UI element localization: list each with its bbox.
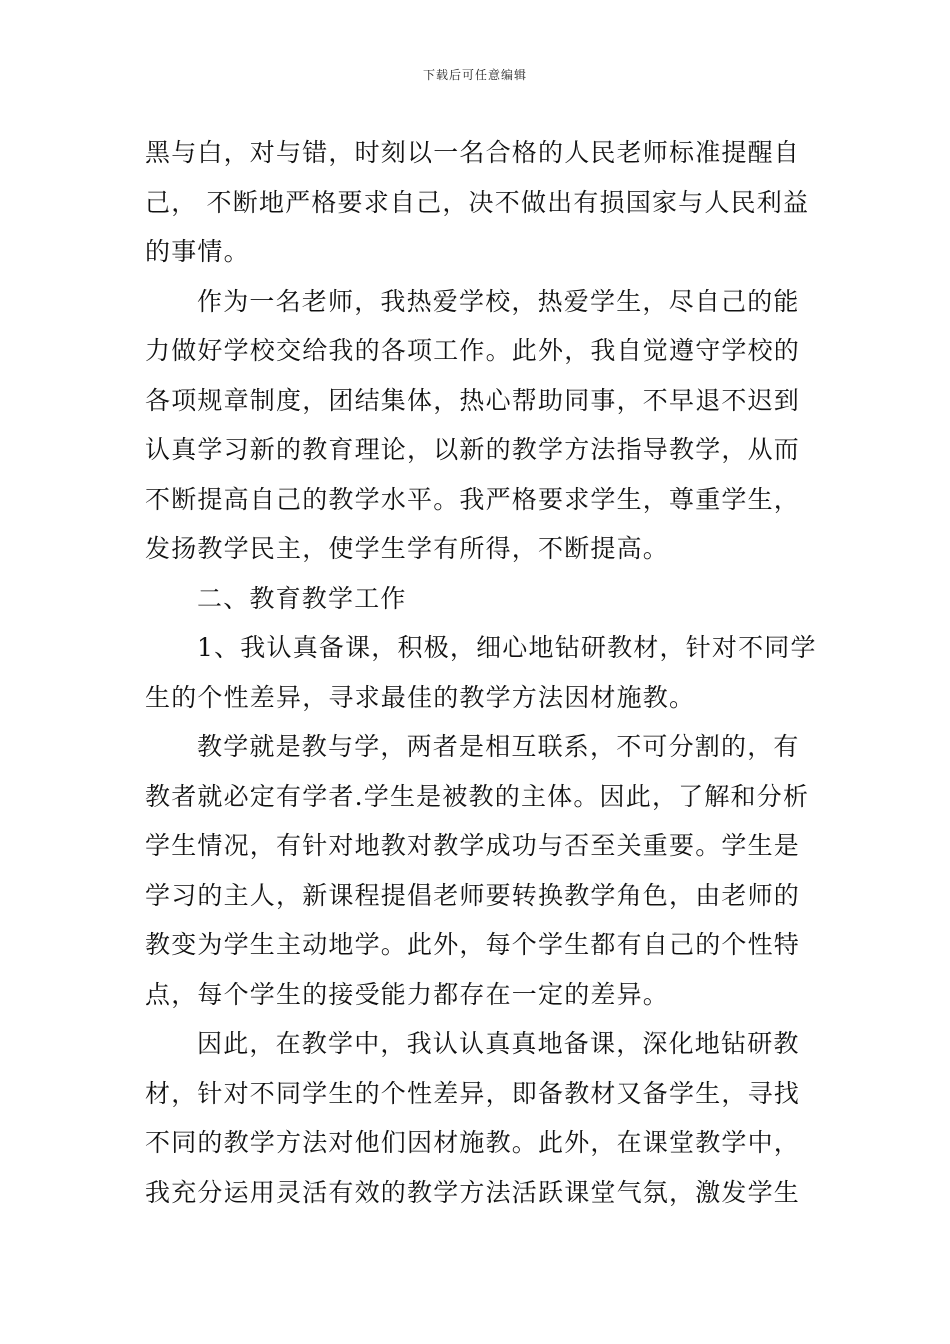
text-line: 黑与白，对与错，时刻以一名合格的人民老师标准提醒自 <box>145 138 801 167</box>
header-note: 下载后可任意编辑 <box>422 68 527 82</box>
text-line: 教者就必定有学者.学生是被教的主体。因此，了解和分析 <box>145 781 810 811</box>
text-line: 力做好学校交给我的各项工作。此外，我自觉遵守学校的 <box>145 336 801 365</box>
text-line: 的事情。 <box>145 237 250 266</box>
text-line: 教变为学生主动地学。此外，每个学生都有自己的个性特 <box>145 930 801 959</box>
text-line: 材，针对不同学生的个性差异，即备教材又备学生，寻找 <box>145 1078 801 1108</box>
text-line: 发扬教学民主，使学生学有所得，不断提高。 <box>145 534 670 563</box>
body-text <box>145 128 817 1217</box>
text-line: 各项规章制度，团结集体，热心帮助同事，不早退不迟到 <box>145 385 801 415</box>
text-line: 不同的教学方法对他们因材施教。此外，在课堂教学中， <box>145 1128 801 1157</box>
text-line: 学生情况，有针对地教对教学成功与否至关重要。学生是 <box>145 831 801 860</box>
text-line: 己， 不断地严格要求自己，决不做出有损国家与人民利益 <box>145 187 810 217</box>
paragraph-first-line: 1、我认真备课，积极，细心地钻研教材，针对不同学 <box>197 633 817 662</box>
text-line: 生的个性差异，寻求最佳的教学方法因材施教。 <box>145 682 696 712</box>
text-line: 点，每个学生的接受能力都存在一定的差异。 <box>145 979 670 1009</box>
paragraph-first-line: 因此，在教学中，我认认真真地备课，深化地钻研教 <box>197 1029 800 1058</box>
paragraph-first-line: 作为一名老师，我热爱学校，热爱学生，尽自己的能 <box>197 286 800 316</box>
text-line: 我充分运用灵活有效的教学方法活跃课堂气氛，激发学生 <box>145 1177 801 1207</box>
paragraph-first-line: 教学就是教与学，两者是相互联系，不可分割的，有 <box>197 732 800 761</box>
text-line: 认真学习新的教育理论，以新的教学方法指导教学，从而 <box>145 435 801 464</box>
text-line: 不断提高自己的教学水平。我严格要求学生，尊重学生， <box>145 484 801 514</box>
text-line: 学习的主人，新课程提倡老师要转换教学角色，由老师的 <box>145 880 801 910</box>
section-heading: 二、教育教学工作 <box>197 583 407 613</box>
